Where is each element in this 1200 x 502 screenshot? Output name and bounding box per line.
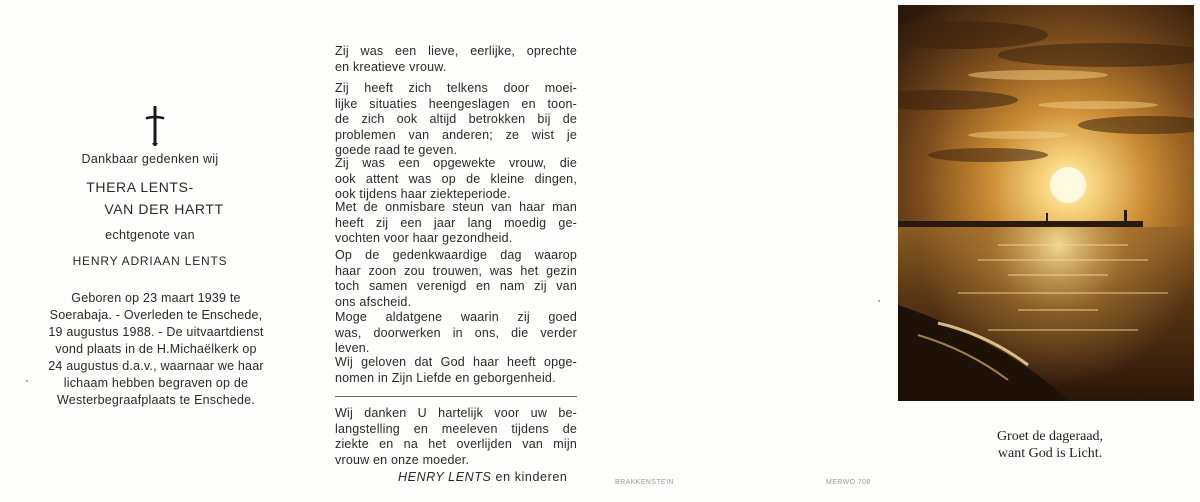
text-line: vrouw en onze moeder. bbox=[335, 452, 470, 467]
text-line: lijke situaties heengeslagen en toon- bbox=[335, 96, 577, 111]
text-line: Zij was een opgewekte vrouw, die bbox=[335, 156, 577, 170]
text-line: problemen van anderen; ze wist je bbox=[335, 127, 577, 142]
caption-line-1: Groet de dageraad, bbox=[996, 429, 1104, 444]
bio-line: 24 augustus d.a.v., waarnaar we haar bbox=[48, 359, 264, 373]
name-line-1: THERA LENTS- bbox=[86, 179, 194, 195]
printer-code-right: MERWO 708 bbox=[826, 479, 871, 486]
name-line-2: VAN DER HARTT bbox=[104, 201, 224, 217]
left-panel bbox=[0, 0, 300, 502]
spouse-label: echtgenote van bbox=[105, 228, 195, 242]
bio-line: Soerabaja. - Overleden te Enschede, bbox=[49, 308, 263, 322]
sunset-image bbox=[898, 5, 1194, 401]
text-line: ook attent was op de kleine dingen, bbox=[335, 171, 577, 186]
biography bbox=[40, 290, 272, 409]
cross-icon bbox=[144, 106, 166, 146]
signature bbox=[398, 470, 567, 484]
text-line: heeft zij een jaar lang moedig ge- bbox=[335, 215, 577, 230]
text-line: de zich ook altijd betrokken bij de bbox=[335, 112, 577, 126]
text-line: ziekte en na het overlijden van mijn bbox=[335, 437, 577, 451]
signature-name: HENRY LENTS bbox=[398, 470, 492, 484]
text-line: Wij danken U hartelijk voor uw be- bbox=[335, 406, 577, 420]
signature-rest: en kinderen bbox=[495, 470, 568, 484]
paragraph-7 bbox=[335, 355, 577, 386]
speck bbox=[26, 380, 28, 382]
text-line: vochten voor haar gezondheid. bbox=[335, 231, 513, 245]
sunset-photo bbox=[898, 5, 1194, 401]
text-line: leven. bbox=[335, 341, 370, 355]
text-line: toch samen verenigd en nam zij van bbox=[335, 279, 577, 293]
printer-code-left: BRAKKENSTEIN bbox=[615, 479, 674, 486]
text-line: was, doorwerken in ons, die verder bbox=[335, 325, 577, 340]
text-line: ons afscheid. bbox=[335, 294, 412, 309]
spouse-name: HENRY ADRIAAN LENTS bbox=[72, 254, 228, 268]
paragraph-2 bbox=[335, 81, 577, 159]
text-line: Zij heeft zich telkens door moei- bbox=[335, 81, 577, 95]
paragraph-6 bbox=[335, 310, 577, 357]
text-line: goede raad te geven. bbox=[335, 143, 458, 157]
divider bbox=[335, 396, 577, 397]
bio-line: 19 augustus 1988. - De uitvaartdienst bbox=[48, 325, 264, 339]
paragraph-3 bbox=[335, 156, 577, 203]
paragraph-4 bbox=[335, 200, 577, 247]
bio-line: Westerbegraafplaats te Enschede. bbox=[57, 393, 255, 407]
text-line: Wij geloven dat God haar heeft opge- bbox=[335, 355, 577, 369]
thanks-paragraph bbox=[335, 406, 577, 468]
text-line: haar zoon zou trouwen, was het gezin bbox=[335, 263, 577, 278]
text-line: Zij was een lieve, eerlijke, oprechte bbox=[335, 44, 577, 58]
intro-text: Dankbaar gedenken wij bbox=[81, 152, 219, 166]
text-line: Moge aldatgene waarin zij goed bbox=[335, 310, 577, 324]
text-line: ook tijdens haar ziekteperiode. bbox=[335, 187, 511, 201]
text-line: nomen in Zijn Liefde en geborgenheid. bbox=[335, 370, 556, 385]
text-line: en kreatieve vrouw. bbox=[335, 59, 447, 74]
bio-line: vond plaats in de H.Michaëlkerk op bbox=[55, 342, 257, 356]
text-line: Op de gedenkwaardige dag waarop bbox=[335, 248, 577, 262]
text-line: Met de onmisbare steun van haar man bbox=[335, 200, 577, 214]
bio-line: lichaam hebben begraven op de bbox=[63, 376, 249, 390]
speck bbox=[878, 300, 880, 302]
photo-caption bbox=[940, 428, 1160, 462]
bio-line: Geboren op 23 maart 1939 te bbox=[71, 291, 241, 305]
paragraph-1 bbox=[335, 44, 577, 75]
caption-line-2: want God is Licht. bbox=[997, 446, 1103, 461]
paragraph-5 bbox=[335, 248, 577, 310]
text-line: langstelling en meeleven tijdens de bbox=[335, 421, 577, 436]
